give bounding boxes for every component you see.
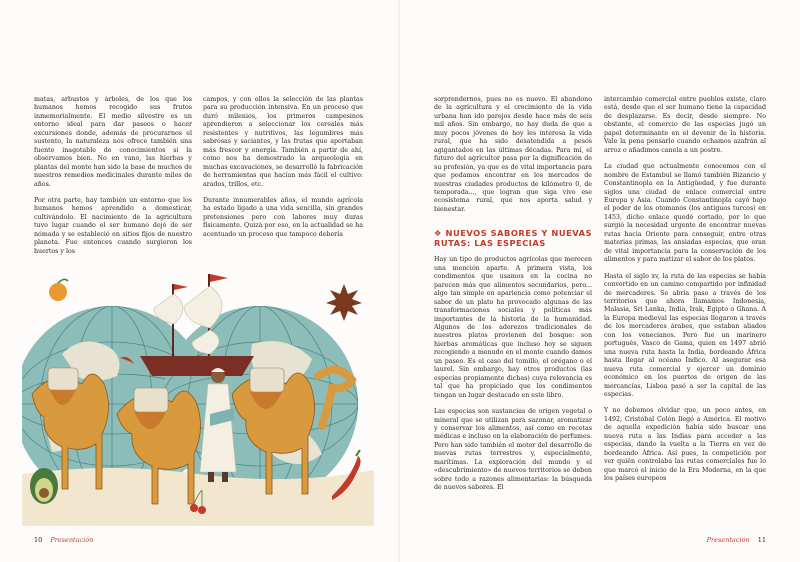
right-column-1 xyxy=(434,96,592,501)
section-name: Presentación xyxy=(50,536,94,544)
star-anise-icon xyxy=(326,284,362,321)
paragraph: Durante innumerables años, el mundo agrícola ha estado ligado a una vida sencilla, sin grandes pretensiones pero con labores muy duras físicamente. Quizá por eso, en la actualidad se ha acentuado un proceso que tampoco debería xyxy=(203,196,363,238)
avocado-icon xyxy=(30,468,58,504)
caravan-illustration xyxy=(22,264,374,526)
paragraph: Por otra parte, hay también un entorno que los humanos hemos aprendido a domesticar, cultivándolo. El nacimiento de la agricultura tuvo lugar cuando el ser humano dejó de ser nómada y se estableció en sitios fijos de nuestro planeta. Fue entonces cuando surgieron los huertos y los xyxy=(34,196,192,255)
orange-icon xyxy=(49,279,68,301)
right-folio xyxy=(701,536,766,544)
right-column-2 xyxy=(604,96,766,491)
left-column-2 xyxy=(203,96,363,247)
section-name: Presentación xyxy=(706,536,750,544)
right-page xyxy=(400,0,800,562)
heading-text: NUEVOS SABORES Y NUEVAS RUTAS: LAS ESPECIAS xyxy=(434,228,592,249)
paragraph: Hay un tipo de productos agrícolas que merecen una mención aparte. A primera vista, los condimentos que usamos en la cocina no parecen más que alimentos secundarios, pero... algo tan simple en apariencia como potenciar el sabor de un plato ha provocado algunas de las transformaciones sociales y políticas más importantes de la historia de la humanidad. Algunos de los aderezos tradicionales de nuestros platos provienen del bosque: son hierbas aromáticas que incluso hoy se siguen recogiendo a menudo en el monte cuando damos un paseo. Es el caso del tomillo, el orégano o el laurel. Sin embargo, hay otros productos (las especias propiamente dichas) cuya relevancia es tal que ha propiciado que los condimentos tengan un lugar destacado en este libro. xyxy=(434,256,592,399)
page-number: 11 xyxy=(757,536,766,544)
page-number: 10 xyxy=(34,536,43,544)
paragraph: sorprendernos, pues no es nuevo. El abandono de la agricultura y el crecimiento de la vida urbana han ido parejos desde hace más de seis mil años. Sin embargo, no hay duda de que a muy pocos jóvenes de hoy les interesa la vida rural, que ha sido desatendida a pesos agigantados en las últimas décadas. Para mí, el futuro del agricultor pasa por la dignificación de su profesión, ya que es de vital importancia para que podamos encontrar en los mercados de nuestras ciudades productos de kilómetro 0, de temporada..., que logran que siga vivo ese ecosistema rural, que nos aporta salud y bienestar. xyxy=(434,96,592,213)
section-heading xyxy=(434,228,592,248)
left-folio xyxy=(34,536,99,544)
paragraph: intercambio comercial entre pueblos existe, claro está, desde que el ser humano tiene la capacidad de desplazarse. Es decir, desde siempre. No obstante, el comercio de las especias jugó un papel determinante en el devenir de la historia. Vale la pena pensarlo cuando echamos azafrán al arroz o añadimos canela a un postre. xyxy=(604,96,766,154)
paragraph: Las especias son sustancias de origen vegetal o mineral que se utilizan para sazonar, aromatizar y conservar los alimentos, así como en recetas médicas e incluso en la elaboración de perfumes. Pero han sido también el motor del desarrollo de nuevas rutas terrestres y, especialmente, marítimas. La exploración del mundo y el «descubrimiento» de nuevos territorios se deben sobre todo a razones alimentarias: la búsqueda de nuevos sabores. El xyxy=(434,408,592,492)
paragraph: campos, y con ellos la selección de las plantas para su producción intensiva. En un proceso que duró milenios, los primeros campesinos aprendieron a seleccionar los cereales más resistentes y nutritivos, las legumbres más sabrosas y saciantes, y las frutas que aportaban más frescor y energía. También a partir de ahí, como nos ha demostrado la arqueología en muchas excavaciones, se desarrolló la fabricación de herramientas que hacían más fácil el cultivo: arados, trillos, etc. xyxy=(203,96,363,188)
paragraph: Y no debemos olvidar que, un poco antes, en 1492, Cristóbal Colón llegó a América. El motivo de aquella expedición había sido buscar una nueva ruta a las Indias para acceder a las especias, dando la vuelta a la Tierra en vez de bordeando África. Así pues, la competición por ver quién controlaba las rutas comerciales fue lo que marcó el inicio de la Era Moderna, en la que los países europeos xyxy=(604,407,766,483)
left-column-1 xyxy=(34,96,192,264)
paragraph: matas, arbustos y árboles, de los que los humanos hemos recogido sus frutos inmemorialmente. El medio silvestre es un entorno ideal para dar paseos o hacer excursiones donde, además de procurarnos el sustento, la naturaleza nos ofrece también una fuente inagotable de conocimientos si la observamos bien. No en vano, las hierbas y plantas del monte han sido la base de muchos de nuestros remedios medicinales durante miles de años. xyxy=(34,96,192,188)
paragraph: Hasta el siglo xv, la ruta de las especias se había convertido en un camino compartido por infinidad de mercaderes. Se abría paso a través de los territorios que ahora llamamos Indonesia, Malasia, Sri Lanka, India, Irak, Egipto o Ghana. A la Europa medieval las especias llegaron a través de los mercaderes árabes, que estaban aliados con los venecianos. Pero fue un marinero portugués, Vasco de Gama, quien en 1497 abrió una nueva ruta hasta la India, bordeando África hasta llegar al océano Índico. Al asegurar esa nueva ruta comercial y ejercer un dominio económico en los puertos de origen de las mercancías, Lisboa pasó a ser la capital de las especias. xyxy=(604,272,766,398)
heading-marker: ❖ xyxy=(434,228,443,239)
paragraph: La ciudad que actualmente conocemos con el nombre de Estambul se llamó también Bizancio y Constantinopla en la Antigüedad, y fue durante siglos una ciudad de enlace comercial entre Europa y Asia. Cuando Constantinopla cayó bajo el poder de los otomanos (los antiguos turcos) en 1453, dicho enlace quedó cortado, por lo que surgió la necesidad urgente de encontrar nuevas rutas hacia Oriente para conseguir, entre otras materias primas, las ansiadas especias, que eran de vital importancia para la conservación de los alimentos y para matizar el sabor de los platos. xyxy=(604,163,766,264)
